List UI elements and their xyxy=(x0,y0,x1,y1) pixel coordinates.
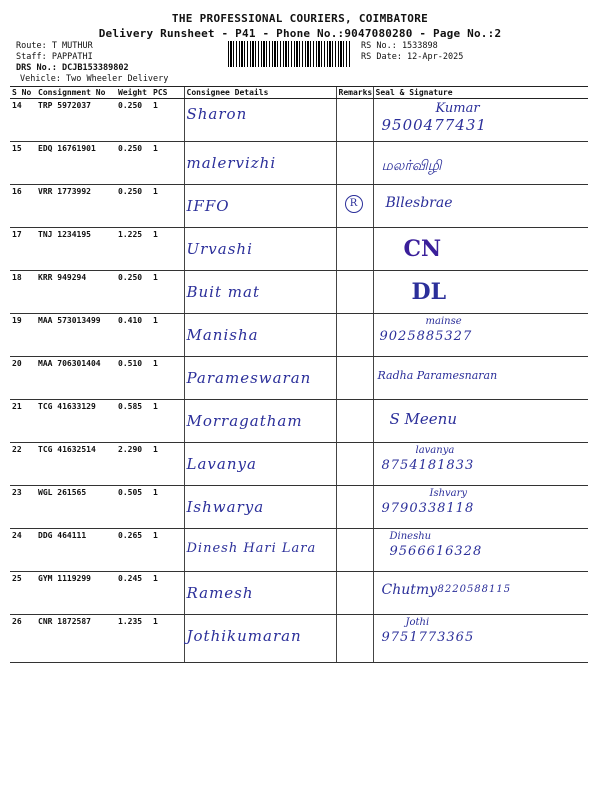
row-consignment: DDG 464111 xyxy=(36,529,116,572)
signature: Jothi xyxy=(405,617,430,628)
vehicle-label: Vehicle: Two Wheeler Delivery xyxy=(20,74,169,84)
row-weight: 0.250 xyxy=(116,99,151,142)
row-weight: 2.290 xyxy=(116,443,151,486)
consignee-handwriting: Buit mat xyxy=(186,283,260,301)
staff-label: Staff: PAPPATHI xyxy=(16,52,93,62)
table-row xyxy=(10,99,588,142)
row-pcs: 1 xyxy=(151,99,184,142)
row-consignment: TCG 41632514 xyxy=(36,443,116,486)
table-row xyxy=(10,357,588,400)
table-row xyxy=(10,529,588,572)
row-remark xyxy=(336,142,373,185)
signature: CN xyxy=(403,236,442,262)
signature-number: 9790338118 xyxy=(381,501,475,516)
col-consignment: Consignment No xyxy=(36,87,116,99)
runsheet-subtitle: Delivery Runsheet - P41 - Phone No.:9047080280 - Page No.:2 xyxy=(98,27,502,40)
consignee-handwriting: Parameswaran xyxy=(186,369,312,387)
row-pcs: 1 xyxy=(151,271,184,314)
row-consignment: MAA 573013499 xyxy=(36,314,116,357)
remark-circle-mark: R xyxy=(345,195,363,213)
row-remark xyxy=(336,99,373,142)
signature: S Meenu xyxy=(389,410,457,428)
col-remarks: Remarks xyxy=(336,87,373,99)
signature: Chutmy xyxy=(381,582,438,598)
row-sno: 20 xyxy=(10,357,36,400)
consignee-handwriting: Ishwarya xyxy=(186,498,265,516)
row-sno: 17 xyxy=(10,228,36,271)
row-sno: 24 xyxy=(10,529,36,572)
consignee-handwriting: Lavanya xyxy=(186,455,257,473)
row-sno: 19 xyxy=(10,314,36,357)
drs-number: DRS No.: DCJB153389802 xyxy=(16,63,129,73)
signature: Bllesbrae xyxy=(385,195,453,211)
col-signature: Seal & Signature xyxy=(373,87,588,99)
signature: Kumar xyxy=(435,101,480,116)
row-consignment: EDQ 16761901 xyxy=(36,142,116,185)
table-header-row xyxy=(10,87,588,99)
signature-number: 9566616328 xyxy=(389,544,483,559)
row-consignment: WGL 261565 xyxy=(36,486,116,529)
table-row xyxy=(10,228,588,271)
row-sno: 18 xyxy=(10,271,36,314)
company-title: THE PROFESSIONAL COURIERS, COIMBATORE xyxy=(171,12,429,25)
row-pcs: 1 xyxy=(151,142,184,185)
signature: lavanya xyxy=(415,445,455,456)
consignee-handwriting: Ramesh xyxy=(186,584,254,602)
table-row xyxy=(10,142,588,185)
row-pcs: 1 xyxy=(151,572,184,615)
consignee-handwriting: Dinesh Hari Lara xyxy=(186,541,317,556)
signature-number: 8754181833 xyxy=(381,458,475,473)
table-row xyxy=(10,271,588,314)
row-sno: 16 xyxy=(10,185,36,228)
row-consignment: VRR 1773992 xyxy=(36,185,116,228)
row-remark xyxy=(336,529,373,572)
row-weight: 0.505 xyxy=(116,486,151,529)
table-row xyxy=(10,314,588,357)
route-label: Route: T MUTHUR xyxy=(16,41,93,51)
signature-number: 8220588115 xyxy=(437,584,512,595)
signature-number: 9500477431 xyxy=(381,116,487,134)
row-pcs: 1 xyxy=(151,185,184,228)
signature: Radha Paramesnaran xyxy=(377,369,498,382)
row-weight: 0.585 xyxy=(116,400,151,443)
rs-date: RS Date: 12-Apr-2025 xyxy=(361,52,464,62)
row-pcs: 1 xyxy=(151,615,184,663)
row-pcs: 1 xyxy=(151,486,184,529)
row-sno: 15 xyxy=(10,142,36,185)
consignee-handwriting: malervizhi xyxy=(186,154,277,172)
row-remark xyxy=(336,357,373,400)
row-sno: 22 xyxy=(10,443,36,486)
row-weight: 0.250 xyxy=(116,271,151,314)
table-row xyxy=(10,443,588,486)
row-weight: 0.250 xyxy=(116,185,151,228)
barcode xyxy=(228,41,350,67)
row-pcs: 1 xyxy=(151,357,184,400)
row-consignment: CNR 1872587 xyxy=(36,615,116,663)
row-weight: 1.235 xyxy=(116,615,151,663)
table-row xyxy=(10,572,588,615)
row-consignment: TNJ 1234195 xyxy=(36,228,116,271)
signature: மலர்விழி xyxy=(381,158,442,174)
consignee-handwriting: Jothikumaran xyxy=(186,627,302,645)
row-consignment: MAA 706301404 xyxy=(36,357,116,400)
row-sno: 25 xyxy=(10,572,36,615)
row-pcs: 1 xyxy=(151,400,184,443)
signature-number: 9751773365 xyxy=(381,630,475,645)
col-weight: Weight xyxy=(116,87,151,99)
consignee-handwriting: IFFO xyxy=(186,197,230,215)
signature: Ishvary xyxy=(429,488,468,499)
row-weight: 0.265 xyxy=(116,529,151,572)
row-weight: 0.510 xyxy=(116,357,151,400)
row-sno: 14 xyxy=(10,99,36,142)
row-remark xyxy=(336,228,373,271)
table-row xyxy=(10,615,588,663)
row-consignment: KRR 949294 xyxy=(36,271,116,314)
signature: Dineshu xyxy=(389,531,432,542)
row-remark xyxy=(336,486,373,529)
row-weight: 0.410 xyxy=(116,314,151,357)
row-weight: 0.245 xyxy=(116,572,151,615)
row-weight: 1.225 xyxy=(116,228,151,271)
runsheet-table xyxy=(10,86,588,663)
table-row xyxy=(10,486,588,529)
row-sno: 26 xyxy=(10,615,36,663)
row-remark xyxy=(336,443,373,486)
row-remark xyxy=(336,615,373,663)
row-consignment: TRP 5972037 xyxy=(36,99,116,142)
col-consignee: Consignee Details xyxy=(184,87,336,99)
col-pcs: PCS xyxy=(151,87,184,99)
row-sno: 23 xyxy=(10,486,36,529)
rs-number: RS No.: 1533898 xyxy=(361,41,438,51)
row-sno: 21 xyxy=(10,400,36,443)
table-row xyxy=(10,185,588,228)
consignee-handwriting: Urvashi xyxy=(186,240,253,258)
row-remark xyxy=(336,400,373,443)
table-row xyxy=(10,400,588,443)
row-pcs: 1 xyxy=(151,314,184,357)
row-remark xyxy=(336,271,373,314)
consignee-handwriting: Morragatham xyxy=(186,412,303,430)
row-consignment: GYM 1119299 xyxy=(36,572,116,615)
col-sno: S No xyxy=(10,87,36,99)
row-pcs: 1 xyxy=(151,443,184,486)
signature: mainse xyxy=(425,316,462,327)
consignee-handwriting: Manisha xyxy=(186,326,259,344)
row-consignment: TCG 41633129 xyxy=(36,400,116,443)
consignee-handwriting: Sharon xyxy=(186,105,248,123)
row-weight: 0.250 xyxy=(116,142,151,185)
row-remark xyxy=(336,314,373,357)
signature-number: 9025885327 xyxy=(379,329,473,344)
row-pcs: 1 xyxy=(151,228,184,271)
signature: DL xyxy=(411,279,447,305)
row-pcs: 1 xyxy=(151,529,184,572)
row-remark xyxy=(336,572,373,615)
